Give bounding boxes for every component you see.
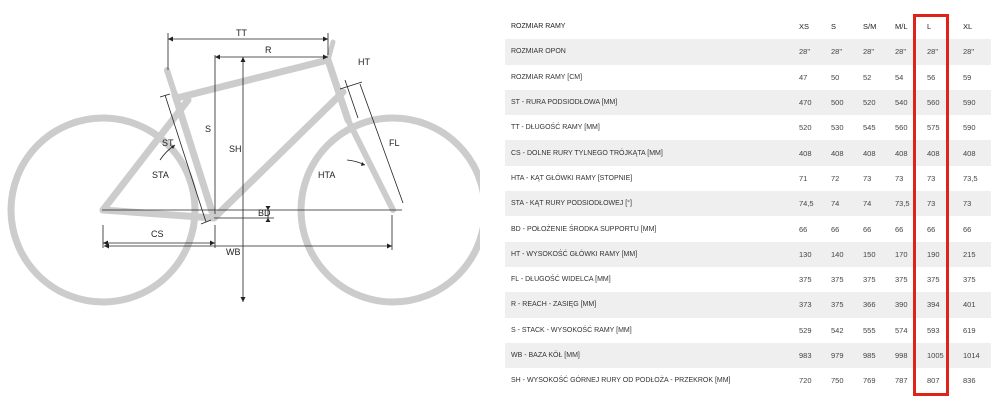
value-cell: 619 <box>963 325 976 335</box>
value-cell: 540 <box>891 90 923 115</box>
value-cell: 73 <box>895 173 904 183</box>
row-label-cell: SH - WYSOKOŚĆ GÓRNEJ RURY OD PODŁOŻA - PRZEKROK [MM] <box>511 377 731 385</box>
value-cell: 555 <box>863 325 876 335</box>
table-row <box>505 242 991 267</box>
arrowheads <box>103 37 392 303</box>
bike-frame <box>11 42 480 302</box>
value-cell: 590 <box>959 90 991 115</box>
value-cell: 574 <box>895 325 908 335</box>
value-cell: 560 <box>895 123 908 133</box>
table-row <box>505 65 991 90</box>
value-cell: 375 <box>963 275 976 285</box>
seatpost <box>167 70 175 95</box>
value-cell: 408 <box>795 140 827 165</box>
value-cell: 375 <box>799 275 812 285</box>
row-label-cell: CS - DOLNE RURY TYLNEGO TRÓJKĄTA [MM] <box>505 140 795 165</box>
value-cell: 593 <box>927 325 940 335</box>
row-label-cell: STA - KĄT RURY PODSIODŁOWEJ [°] <box>505 191 795 216</box>
row-label-cell: R - REACH - ZASIĘG [MM] <box>505 292 795 317</box>
label-s: S <box>205 124 212 134</box>
value-cell: 73 <box>923 191 959 216</box>
row-label-cell: TT - DŁUGOŚĆ RAMY [MM] <box>511 124 600 132</box>
value-cell: 500 <box>827 90 859 115</box>
value-cell: 28" <box>827 39 859 64</box>
value-cell: 408 <box>891 140 923 165</box>
table-row <box>505 166 991 191</box>
value-cell: 190 <box>923 242 959 267</box>
row-label-cell: S - STACK - WYSOKOŚĆ RAMY [MM] <box>511 326 632 334</box>
value-cell: 71 <box>799 173 808 183</box>
value-cell: 787 <box>895 376 908 386</box>
value-cell: 170 <box>891 242 923 267</box>
label-sta: STA <box>152 170 169 180</box>
value-cell: 66 <box>799 224 808 234</box>
top-tube <box>177 60 328 98</box>
value-cell: 979 <box>827 343 859 368</box>
geometry-table <box>505 14 991 393</box>
value-cell: 470 <box>795 90 827 115</box>
row-label-cell: ST - RURA PODSIODŁOWA [MM] <box>505 90 795 115</box>
label-ht: HT <box>358 57 370 67</box>
value-cell: 28" <box>959 39 991 64</box>
table-row <box>505 115 991 140</box>
table-row <box>505 292 991 317</box>
value-cell: 73 <box>959 191 991 216</box>
size-header-cell: M/L <box>895 22 908 32</box>
table-row <box>505 140 991 165</box>
row-label-cell: HTA - KĄT GŁÓWKI RAMY [STOPNIE] <box>511 174 633 182</box>
value-cell: 408 <box>959 140 991 165</box>
value-cell: 66 <box>963 224 972 234</box>
value-cell: 985 <box>859 343 891 368</box>
table-row <box>505 343 991 368</box>
table-row <box>505 318 991 343</box>
table-row <box>505 216 991 241</box>
value-cell: 530 <box>831 123 844 133</box>
value-cell: 542 <box>831 325 844 335</box>
value-cell: 52 <box>863 72 872 82</box>
label-bd: BD <box>258 208 271 218</box>
value-cell: 545 <box>863 123 876 133</box>
value-cell: 575 <box>927 123 940 133</box>
value-cell: 28" <box>891 39 923 64</box>
table-row <box>505 191 991 216</box>
value-cell: 74 <box>827 191 859 216</box>
value-cell: 74 <box>859 191 891 216</box>
value-cell: 394 <box>923 292 959 317</box>
table-row <box>505 39 991 64</box>
value-cell: 130 <box>795 242 827 267</box>
value-cell: 73,5 <box>891 191 923 216</box>
value-cell: 769 <box>863 376 876 386</box>
dimension-lines <box>102 33 403 302</box>
row-label-cell: ROZMIAR RAMY [CM] <box>511 73 583 81</box>
geometry-table-body <box>505 14 991 393</box>
label-cs: CS <box>151 229 164 239</box>
value-cell: 66 <box>831 224 840 234</box>
row-label-cell: FL - DŁUGOŚĆ WIDELCA [MM] <box>511 276 611 284</box>
value-cell: 375 <box>927 275 940 285</box>
value-cell: 998 <box>891 343 923 368</box>
value-cell: 72 <box>831 173 840 183</box>
row-label-cell: ROZMIAR OPON <box>505 39 795 64</box>
table-header-row <box>505 14 991 39</box>
value-cell: 66 <box>863 224 872 234</box>
value-cell: 74,5 <box>795 191 827 216</box>
value-cell: 408 <box>827 140 859 165</box>
value-cell: 807 <box>927 376 940 386</box>
value-cell: 150 <box>859 242 891 267</box>
label-r: R <box>265 45 272 55</box>
value-cell: 366 <box>859 292 891 317</box>
value-cell: 1014 <box>959 343 991 368</box>
value-cell: 390 <box>891 292 923 317</box>
label-fl: FL <box>389 138 400 148</box>
value-cell: 28" <box>923 39 959 64</box>
size-header-cell: S <box>831 22 837 32</box>
value-cell: 28" <box>859 39 891 64</box>
label-tt: TT <box>236 28 247 38</box>
size-header-cell: XS <box>799 22 810 32</box>
value-cell: 73,5 <box>963 173 978 183</box>
value-cell: 408 <box>859 140 891 165</box>
label-sh: SH <box>229 144 242 154</box>
value-cell: 375 <box>827 292 859 317</box>
value-cell: 401 <box>959 292 991 317</box>
value-cell: 520 <box>859 90 891 115</box>
value-cell: 720 <box>799 376 812 386</box>
fork <box>348 120 393 210</box>
value-cell: 73 <box>863 173 872 183</box>
label-st: ST <box>162 138 174 148</box>
value-cell: 560 <box>923 90 959 115</box>
value-cell: 836 <box>963 376 976 386</box>
value-cell: 375 <box>863 275 876 285</box>
header-label-cell: ROZMIAR RAMY <box>511 23 566 31</box>
value-cell: 590 <box>963 123 976 133</box>
row-label-cell: HT - WYSOKOŚĆ GŁÓWKI RAMY [MM] <box>505 242 795 267</box>
value-cell: 73 <box>927 173 936 183</box>
row-label-cell: WB - BAZA KÓŁ [MM] <box>505 343 795 368</box>
table-row <box>505 267 991 292</box>
value-cell: 140 <box>827 242 859 267</box>
value-cell: 215 <box>959 242 991 267</box>
value-cell: 375 <box>895 275 908 285</box>
value-cell: 56 <box>927 72 936 82</box>
value-cell: 66 <box>895 224 904 234</box>
value-cell: 408 <box>923 140 959 165</box>
table-row <box>505 90 991 115</box>
size-header-cell: XL <box>963 22 973 32</box>
stem <box>328 42 333 60</box>
value-cell: 529 <box>799 325 812 335</box>
label-hta: HTA <box>318 170 336 180</box>
value-cell: 50 <box>831 72 840 82</box>
value-cell: 59 <box>963 72 972 82</box>
value-cell: 520 <box>799 123 812 133</box>
value-cell: 66 <box>927 224 936 234</box>
value-cell: 375 <box>831 275 844 285</box>
size-header-cell: S/M <box>863 22 877 32</box>
value-cell: 54 <box>895 72 904 82</box>
value-cell: 373 <box>795 292 827 317</box>
size-header-cell: L <box>927 22 932 32</box>
label-wb: WB <box>226 247 241 257</box>
row-label-cell: BD - POŁOŻENIE ŚRODKA SUPPORTU [MM] <box>511 225 657 233</box>
table-row <box>505 368 991 393</box>
bike-geometry-diagram <box>0 0 480 406</box>
value-cell: 47 <box>799 72 808 82</box>
value-cell: 28" <box>795 39 827 64</box>
value-cell: 1005 <box>923 343 959 368</box>
value-cell: 983 <box>795 343 827 368</box>
value-cell: 750 <box>831 376 844 386</box>
